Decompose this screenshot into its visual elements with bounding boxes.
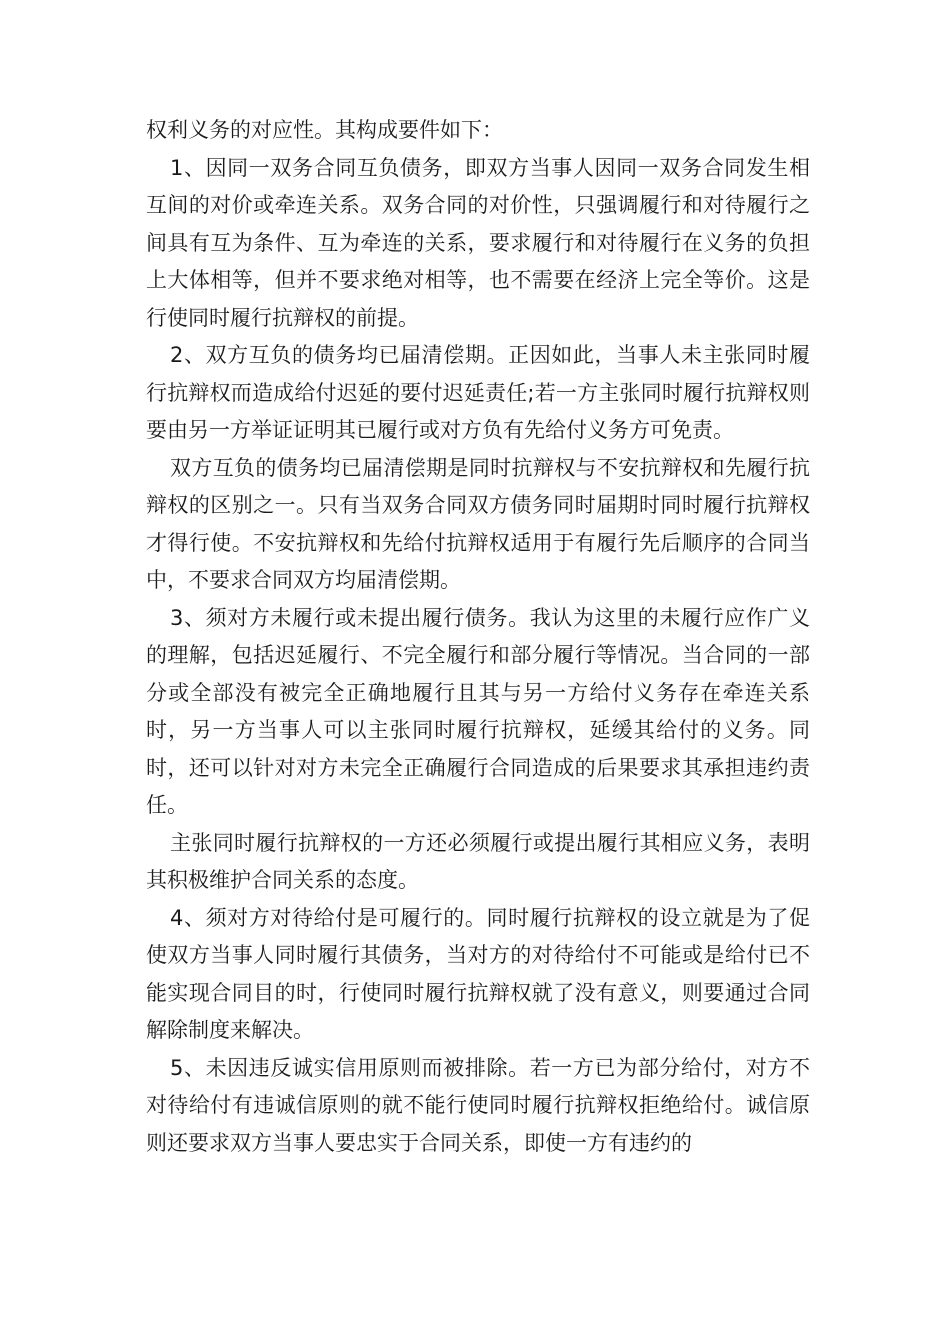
paragraph-element-1: 1、因同一双务合同互负债务，即双方当事人因同一双务合同发生相互间的对价或牵连关系。双务合同的对价性，只强调履行和对待履行之间具有互为条件、互为牵连的关系，要求履行和对待履行在义务的负担上大体相等，但并不要求绝对相等，也不需要在经济上完全等价。这是行使同时履行抗辩权的前提。 xyxy=(146,155,810,330)
paragraph-element-3-note: 主张同时履行抗辩权的一方还必须履行或提出履行其相应义务，表明其积极维护合同关系的态度。 xyxy=(146,830,810,892)
paragraph-element-4: 4、须对方对待给付是可履行的。同时履行抗辩权的设立就是为了促使双方当事人同时履行其债务，当对方的对待给付不可能或是给付已不能实现合同目的时，行使同时履行抗辩权就了没有意义，则要通过合同解除制度来解决。 xyxy=(146,905,810,1042)
paragraph-element-5: 5、未因违反诚实信用原则而被排除。若一方已为部分给付，对方不对待给付有违诚信原则的就不能行使同时履行抗辩权拒绝给付。诚信原则还要求双方当事人要忠实于合同关系，即使一方有违约的 xyxy=(146,1055,810,1155)
paragraph-element-2: 2、双方互负的债务均已届清偿期。正因如此，当事人未主张同时履行抗辩权而造成给付迟延的要付迟延责任;若一方主张同时履行抗辩权则要由另一方举证证明其已履行或对方负有先给付义务方可免责。 xyxy=(146,343,810,442)
paragraph-element-2-note: 双方互负的债务均已届清偿期是同时抗辩权与不安抗辩权和先履行抗辩权的区别之一。只有当双务合同双方债务同时届期时同时履行抗辩权才得行使。不安抗辩权和先给付抗辩权适用于有履行先后顺序的合同当中，不要求合同双方均届清偿期。 xyxy=(146,455,810,592)
paragraph-element-3: 3、须对方未履行或未提出履行债务。我认为这里的未履行应作广义的理解，包括迟延履行、不完全履行和部分履行等情况。当合同的一部分或全部没有被完全正确地履行且其与另一方给付义务存在牵连关系时，另一方当事人可以主张同时履行抗辩权，延缓其给付的义务。同时，还可以针对对方未完全正确履行合同造成的后果要求其承担违约责任。 xyxy=(146,605,810,817)
paragraph-continuation: 权利义务的对应性。其构成要件如下： xyxy=(146,118,503,142)
document-body xyxy=(146,112,810,1162)
